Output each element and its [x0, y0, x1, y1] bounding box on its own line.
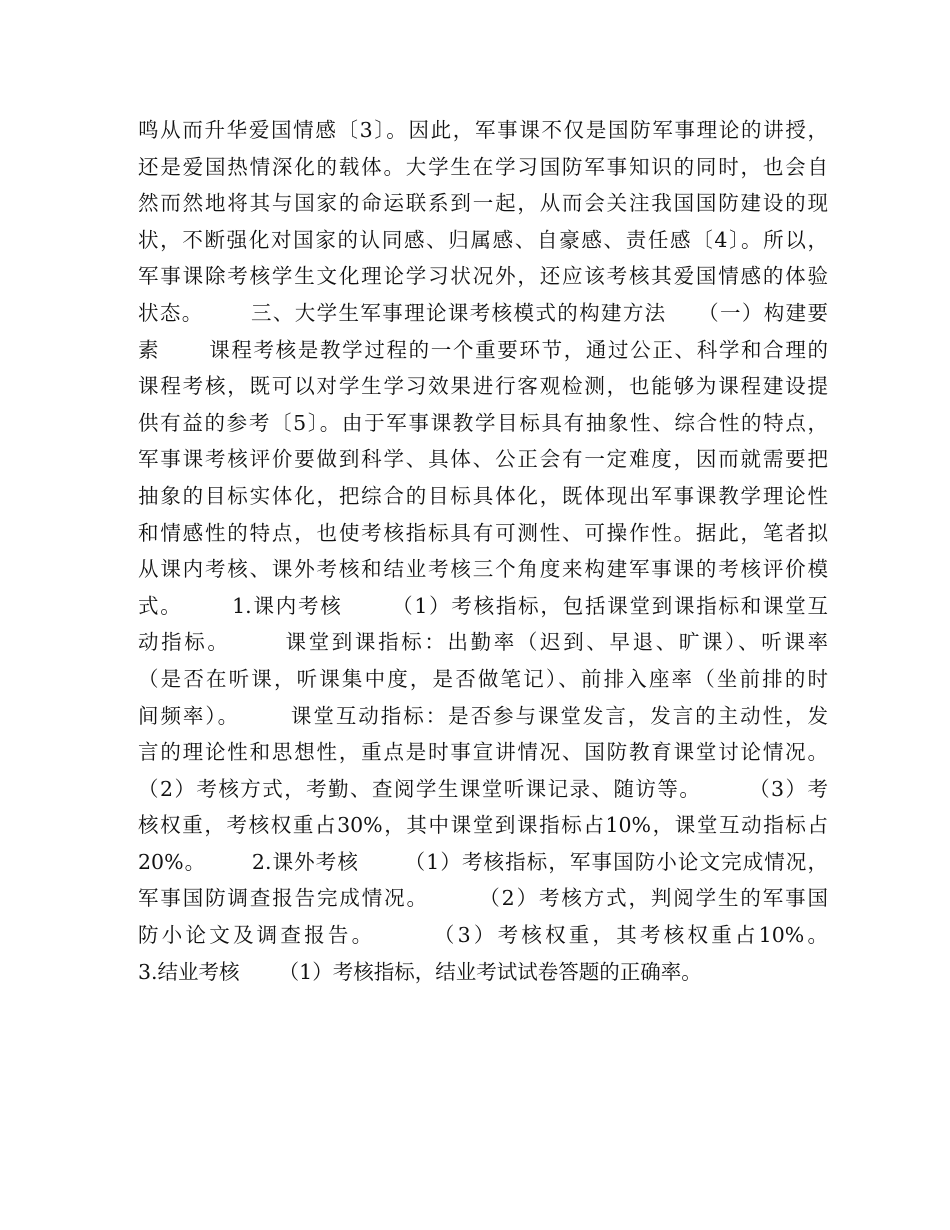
text-line: 抽象的目标实体化，把综合的目标具体化，既体现出军事课教学理论性 [138, 483, 828, 508]
text-line: 从课内考核、课外考核和结业考核三个角度来构建军事课的考核评价模 [138, 557, 828, 582]
text-line: 防小论文及调查报告。 （3）考核权重，其考核权重占10%。 [138, 923, 828, 948]
text-line: 间频率）。 课堂互动指标：是否参与课堂发言，发言的主动性，发 [138, 703, 828, 728]
text-line: 核权重，考核权重占30%，其中课堂到课指标占10%，课堂互动指标占 [138, 813, 828, 838]
text-line: 素 课程考核是教学过程的一个重要环节，通过公正、科学和合理的 [138, 337, 828, 362]
text-line: 军事课除考核学生文化理论学习状况外，还应该考核其爱国情感的体验 [138, 264, 828, 289]
text-line: 状，不断强化对国家的认同感、归属感、自豪感、责任感〔4〕。所以， [138, 227, 828, 252]
text-line: 供有益的参考〔5〕。由于军事课教学目标具有抽象性、综合性的特点， [138, 410, 828, 435]
text-line: 鸣从而升华爱国情感〔3〕。因此，军事课不仅是国防军事理论的讲授， [138, 118, 828, 142]
text-line: 3.结业考核 （1）考核指标，结业考试试卷答题的正确率。 [138, 959, 702, 984]
text-line: 课程考核，既可以对学生学习效果进行客观检测，也能够为课程建设提 [138, 374, 828, 399]
text-line: （是否在听课，听课集中度，是否做笔记）、前排入座率（坐前排的时 [138, 666, 828, 691]
text-line: （2）考核方式，考勤、查阅学生课堂听课记录、随访等。 （3）考 [138, 776, 828, 801]
text-line: 还是爱国热情深化的载体。大学生在学习国防军事知识的同时，也会自 [138, 154, 828, 179]
text-line: 军事国防调查报告完成情况。 （2）考核方式，判阅学生的军事国 [138, 886, 828, 911]
text-line: 状态。 三、大学生军事理论课考核模式的构建方法 （一）构建要 [138, 300, 828, 325]
text-line: 和情感性的特点，也使考核指标具有可测性、可操作性。据此，笔者拟 [138, 520, 828, 545]
text-line: 式。 1.课内考核 （1）考核指标，包括课堂到课指标和课堂互 [138, 593, 828, 618]
text-line: 然而然地将其与国家的命运联系到一起，从而会关注我国国防建设的现 [138, 191, 828, 216]
text-line: 军事课考核评价要做到科学、具体、公正会有一定难度，因而就需要把 [138, 447, 828, 472]
text-line: 言的理论性和思想性，重点是时事宣讲情况、国防教育课堂讨论情况。 [138, 740, 828, 765]
body-text [138, 112, 828, 990]
text-line: 动指标。 课堂到课指标：出勤率（迟到、早退、旷课）、听课率 [138, 630, 828, 655]
text-line: 20%。 2.课外考核 （1）考核指标，军事国防小论文完成情况， [138, 849, 828, 874]
